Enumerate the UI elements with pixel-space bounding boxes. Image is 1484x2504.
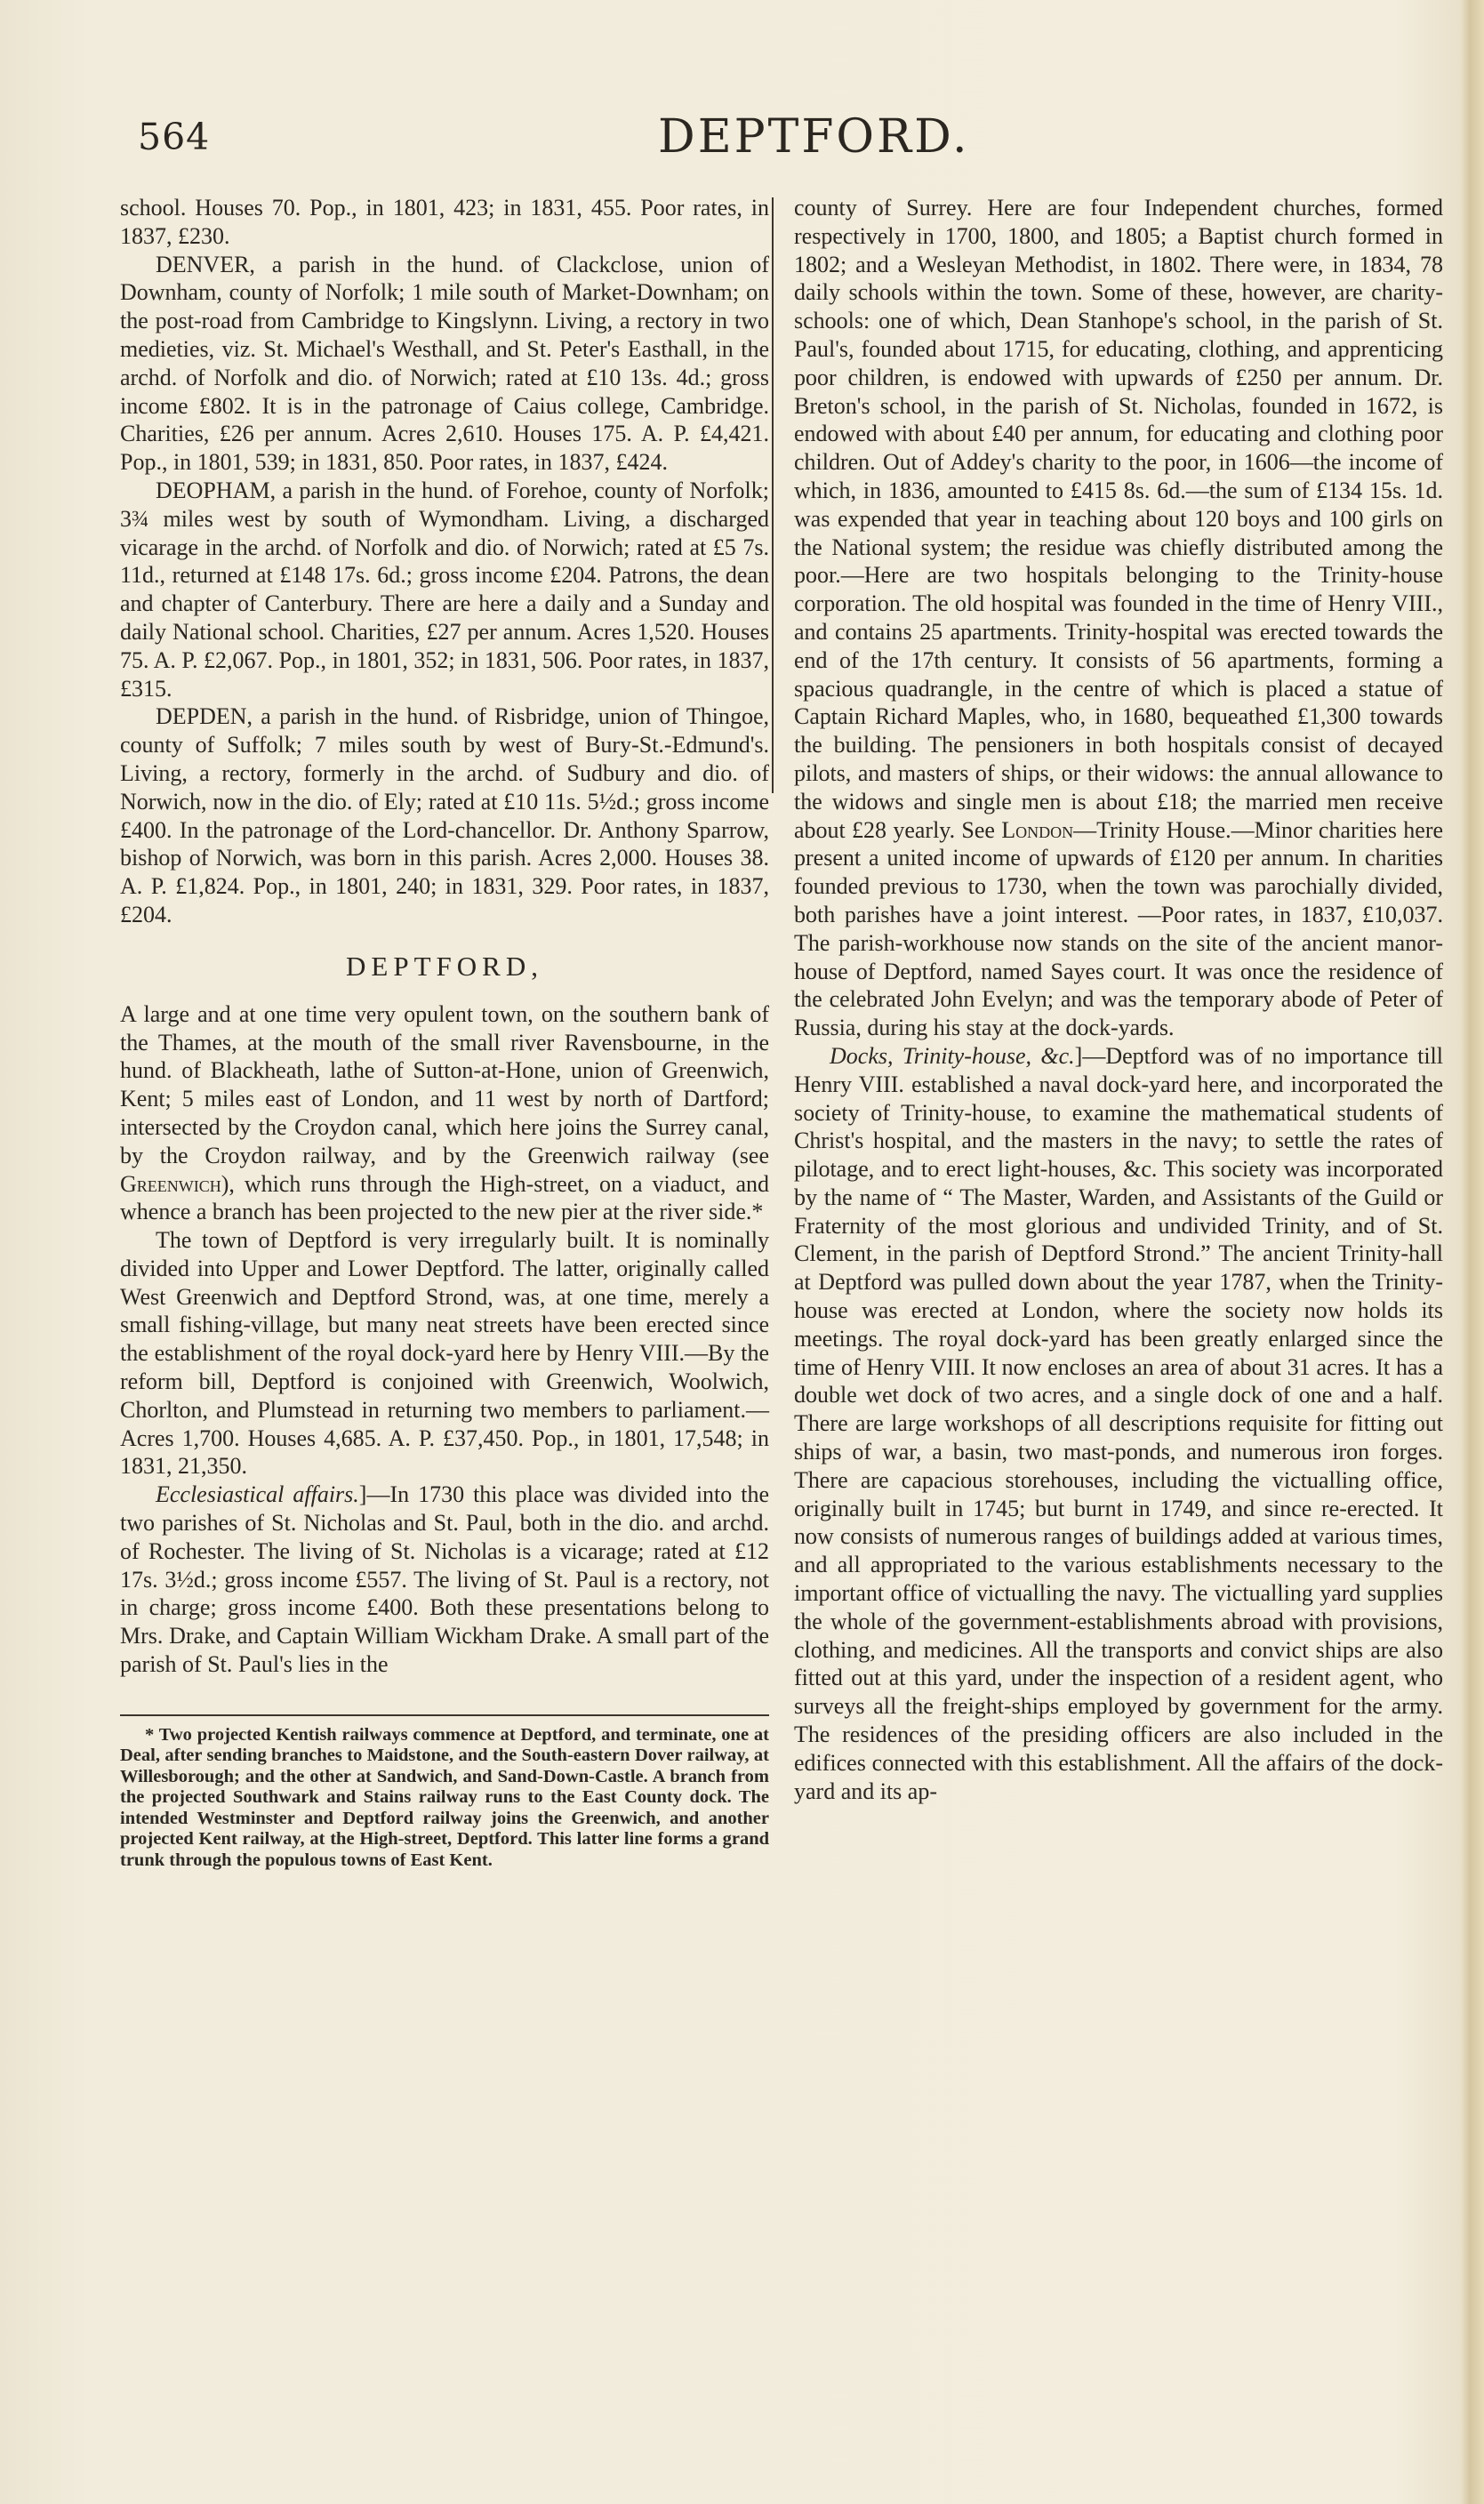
page-header	[116, 110, 1458, 169]
cross-reference-greenwich: Greenwich	[120, 1170, 221, 1197]
churches-schools-cont: —Trinity House.—Minor charities here present a united income of upwards of £120 per annum. In charities founded previous to 1730, when the town was parochially divided, both parishes have a joint interest. —Poor rates, in 1837, £10,037. The parish-workhouse now stands on the site of the ancient manor-house of Deptford, named Sayes court. It was once the residence of the celebrated John Evelyn; and was the temporary abode of Peter of Russia, during his stay at the dock-yards.	[794, 816, 1444, 1041]
deptford-intro-cont: ), which runs through the High-street, on a viaduct, and whence a branch has been projected to the new pier at the river side.*	[120, 1170, 769, 1225]
ecclesiastical-affairs-title: Ecclesiastical affairs.	[156, 1481, 359, 1508]
churches-schools-text: county of Surrey. Here are four Independent churches, formed respectively in 1700, 1800, and 1805; a Baptist church formed in 1802; and a Wesleyan Methodist, in 1802. There were, in 1834, 78 daily schools within the town. Some of these, however, are charity-schools: one of which, Dean Stanhope's school, in the parish of St. Paul's, founded about 1715, for educating, clothing, and apprenticing poor children, is endowed with upwards of £250 per annum. Dr. Breton's school, in the parish of St. Nicholas, founded in 1672, is endowed with about £40 per annum, for educating and clothing poor children. Out of Addey's charity to the poor, in 1606—the income of which, in 1836, amounted to £415 8s. 6d.—the sum of £134 15s. 1d. was expended that year in teaching about 120 boys and 100 girls on the National system; the residue was chiefly distributed among the poor.—Here are two hospitals belonging to the Trinity-house corporation. The old hospital was founded in the time of Henry VIII., and contains 25 apartments. Trinity-hospital was erected towards the end of the 17th century. It consists of 56 apartments, forming a spacious quadrangle, in the centre of which is placed a statue of Captain Richard Maples, who, in 1680, bequeathed £1,300 towards the building. The pensioners in both hospitals consist of decayed pilots, and masters of ships, or their widows: the annual allowance to the widows and single men is about £18; the married men receive about £28 yearly. See	[794, 195, 1443, 843]
entry-deopham: DEOPHAM, a parish in the hund. of Forehoe, county of Norfolk; 3¾ miles west by south of Wymondham. Living, a discharged vicarage in the archd. of Norfolk and dio. of Norwich; rated at £5 7s. 11d., returned at £148 17s. 6d.; gross income £204. Patrons, the dean and chapter of Canterbury. There are here a daily and a Sunday and daily National school. Charities, £27 per annum. Acres 1,520. Houses 75. A. P. £2,067. Pop., in 1801, 352; in 1831, 506. Poor rates, in 1837, £315.	[120, 477, 769, 702]
docks-trinity-house-title: Docks, Trinity-house, &c.	[830, 1042, 1075, 1069]
docks-trinity-house	[794, 1042, 1443, 1806]
entry-depden: DEPDEN, a parish in the hund. of Risbridge, union of Thingoe, county of Suffolk; 7 miles south by west of Bury-St.-Edmund's. Living, a rectory, formerly in the archd. of Sudbury and dio. of Norwich, now in the dio. of Ely; rated at £10 11s. 5½d.; gross income £400. In the patronage of the Lord-chancellor. Dr. Anthony Sparrow, bishop of Norwich, was born in this parish. Acres 2,000. Houses 38. A. P. £1,824. Pop., in 1801, 240; in 1831, 329. Poor rates, in 1837, £204.	[120, 703, 769, 927]
deptford-intro	[120, 1000, 769, 1226]
page-number: 564	[138, 116, 211, 158]
cross-reference-london: London	[1001, 816, 1074, 843]
right-column	[794, 194, 1443, 1805]
deptford-churches-schools	[794, 194, 1443, 1042]
page-edge-shadow	[1461, 0, 1484, 2504]
ecclesiastical-affairs-text: ]—In 1730 this place was divided into the two parishes of St. Nicholas and St. Paul, both in the dio. and archd. of Rochester. The living of St. Nicholas is a vicarage; rated at £12 17s. 3½d.; gross income £557. The living of St. Paul is a rectory, not in charge; gross income £400. Both these presentations belong to Mrs. Drake, and Captain William Wickham Drake. A small part of the parish of St. Paul's lies in the	[120, 1481, 770, 1678]
paragraph-school-continuation: school. Houses 70. Pop., in 1801, 423; in 1831, 455. Poor rates, in 1837, £230.	[120, 195, 769, 249]
running-title: DEPTFORD.	[658, 110, 970, 164]
column-divider	[772, 197, 774, 793]
section-heading-deptford: DEPTFORD,	[346, 950, 543, 982]
footnote-rule	[120, 1714, 769, 1716]
left-column	[120, 194, 769, 1871]
ecclesiastical-affairs	[120, 1481, 769, 1679]
deptford-town-description: The town of Deptford is very irregularly built. It is nominally divided into Upper and Lower Deptford. The latter, originally called West Greenwich and Deptford Strond, was, at one time, merely a small fishing-village, but many neat streets have been erected since the establishment of the royal dock-yard here by Henry VIII.—By the reform bill, Deptford is conjoined with Greenwich, Woolwich, Chorlton, and Plumstead in returning two members to parliament.—Acres 1,700. Houses 4,685. A. P. £37,450. Pop., in 1801, 17,548; in 1831, 21,350.	[120, 1227, 769, 1480]
footnote-railways: * Two projected Kentish railways commence at Deptford, and terminate, one at Deal, after sending branches to Maidstone, and the South-eastern Dover railway, at Willesborough; and the other at Sandwich, and Sand-Down-Castle. A branch from the projected Southwark and Stains railway runs to the East County dock. The intended Westminster and Deptford railway joins the Greenwich, and another projected Kent railway, at the High-street, Deptford. This latter line forms a grand trunk through the populous towns of East Kent.	[120, 1724, 769, 1870]
docks-trinity-house-text: ]—Deptford was of no importance till Henry VIII. established a naval dock-yard here, and incorporated the society of Trinity-house, to examine the mathematical students of Christ's hospital, and the masters in the navy; to settle the rates of pilotage, and to erect light-houses, &c. This society was incorporated by the name of “ The Master, Warden, and Assistants of the Guild or Fraternity of the most glorious and undivided Trinity, and of St. Clement, in the parish of Deptford Strond.” The ancient Trinity-hall at Deptford was pulled down about the year 1787, when the Trinity-house was erected at London, where the society now holds its meetings. The royal dock-yard has been greatly enlarged since the time of Henry VIII. It now encloses an area of about 31 acres. It has a double wet dock of two acres, and a single dock of one and a half. There are large workshops of all descriptions requisite for fitting out ships of war, a basin, two mast-ponds, and numerous iron forges. There are capacious storehouses, including the victualling office, originally built in 1745; but burnt in 1749, and since re-erected. It now consists of numerous ranges of buildings added at various times, and all appropriated to the various establishments necessary to the important office of victualling the navy. The victualling yard supplies the whole of the government-establishments abroad with provisions, clothing, and medicines. All the transports and convict ships are also fitted out at this yard, under the inspection of a resident agent, who surveys all the freight-ships employed by government for the army. The residences of the presiding officers are also included in the edifices connected with this establishment. All the affairs of the dock-yard and its ap-	[794, 1042, 1443, 1804]
deptford-intro-text: A large and at one time very opulent town, on the southern bank of the Thames, at the mouth of the small river Ravensbourne, in the hund. of Blackheath, lathe of Sutton-at-Hone, union of Greenwich, Kent; 5 miles east of London, and 11 west by north of Dartford; intersected by the Croydon canal, which here joins the Surrey canal, by the Croydon railway, and by the Greenwich railway (see	[120, 1000, 769, 1168]
entry-denver: DENVER, a parish in the hund. of Clackclose, union of Downham, county of Norfolk; 1 mile south of Market-Downham; on the post-road from Cambridge to Kingslynn. Living, a rectory in two medieties, viz. St. Michael's Westhall, and St. Peter's Easthall, in the archd. of Norfolk and dio. of Norwich; rated at £10 13s. 4d.; gross income £802. It is in the patronage of Caius college, Cambridge. Charities, £26 per annum. Acres 2,610. Houses 175. A. P. £4,421. Pop., in 1801, 539; in 1831, 850. Poor rates, in 1837, £424.	[120, 251, 769, 476]
